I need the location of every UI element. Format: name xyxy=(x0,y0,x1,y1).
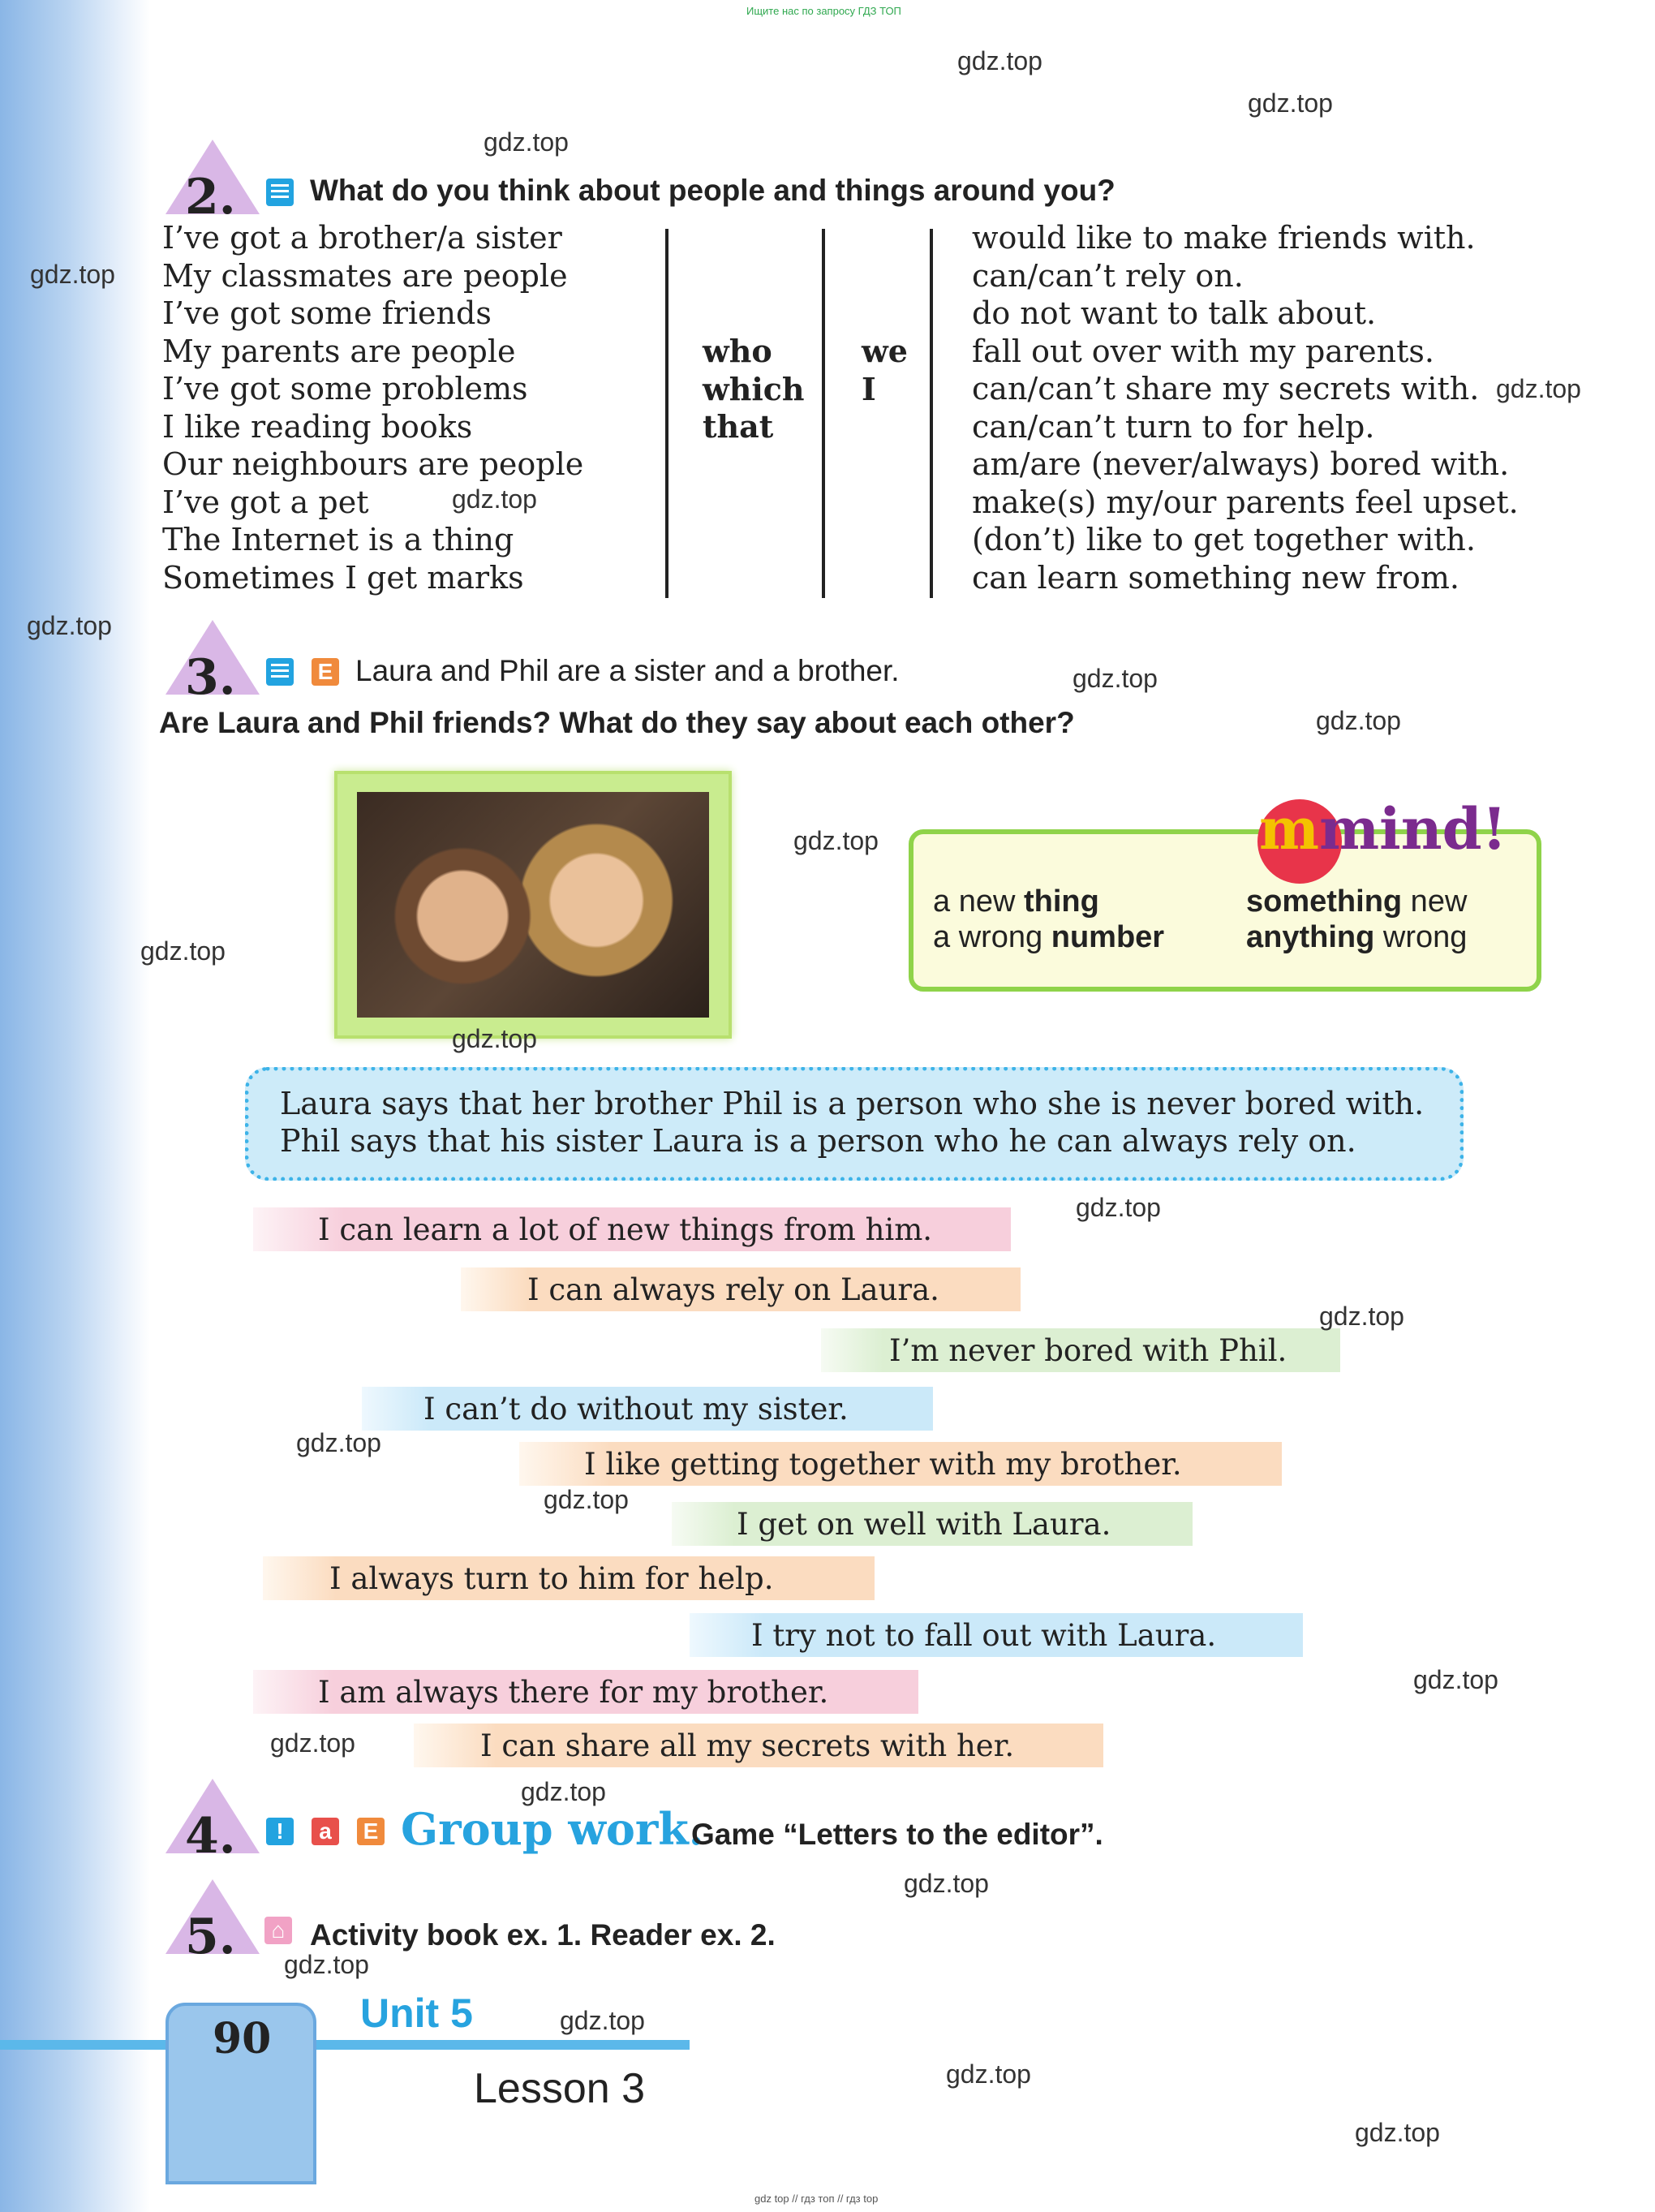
table-cell: I’ve got some friends xyxy=(162,295,492,331)
watermark: gdz.top xyxy=(544,1485,629,1514)
photo-laura-and-phil xyxy=(334,771,732,1039)
statement-strip: I’m never bored with Phil. xyxy=(821,1328,1340,1372)
exercise-2-column-4 xyxy=(972,219,1519,596)
table-cell: make(s) my/our parents feel upset. xyxy=(972,484,1519,520)
table-cell: I like reading books xyxy=(162,408,473,445)
table-cell: do not want to talk about. xyxy=(972,295,1377,331)
statement-strip: I can always rely on Laura. xyxy=(461,1267,1021,1311)
page-number: 90 xyxy=(213,2014,272,2064)
watermark: gdz.top xyxy=(284,1950,369,1979)
home-icon: ⌂ xyxy=(264,1917,292,1944)
lesson-label: Lesson 3 xyxy=(474,2065,646,2112)
watermark: gdz.top xyxy=(452,1024,537,1053)
watermark: gdz.top xyxy=(1319,1302,1404,1331)
bubble-line-1: Laura says that her brother Phil is a person who she is never bored with. xyxy=(280,1086,1425,1121)
exercise-2-heading: What do you think about people and things around you? xyxy=(310,174,1116,207)
table-cell: can/can’t share my secrets with. xyxy=(972,371,1480,407)
table-divider xyxy=(822,229,825,598)
table-divider xyxy=(930,229,933,598)
exercise-5-number: 5. xyxy=(162,1876,284,1965)
table-cell: fall out over with my parents. xyxy=(972,333,1434,369)
read-icon xyxy=(266,658,294,686)
statement-strip: I can’t do without my sister. xyxy=(362,1387,933,1431)
statement-strip: I like getting together with my brother. xyxy=(519,1442,1282,1486)
pair-work-icon: a xyxy=(312,1818,339,1845)
watermark: gdz.top xyxy=(296,1428,381,1457)
table-cell: I’ve got a pet xyxy=(162,484,369,520)
table-cell: we xyxy=(862,333,908,369)
exercise-2-column-3 xyxy=(862,333,908,408)
statement-strip: I can learn a lot of new things from him. xyxy=(253,1207,1011,1251)
table-cell: can learn something new from. xyxy=(972,559,1459,596)
watermark: gdz.top xyxy=(1076,1193,1161,1222)
mind-row-1-right: something new xyxy=(1246,884,1468,919)
mind-row-2-right: anything wrong xyxy=(1246,920,1468,954)
statement-strip: I always turn to him for help. xyxy=(263,1556,875,1600)
exercise-4-number: 4. xyxy=(162,1775,284,1865)
statement-strip: I try not to fall out with Laura. xyxy=(690,1613,1303,1657)
table-cell: which xyxy=(703,370,805,407)
footer-line xyxy=(0,2040,690,2050)
unit-label: Unit 5 xyxy=(360,1990,473,2036)
watermark: gdz.top xyxy=(270,1728,355,1758)
mind-logo: mmind! xyxy=(1259,795,1507,863)
table-cell: would like to make friends with. xyxy=(972,220,1476,256)
page-side-margin xyxy=(0,0,150,2212)
watermark: gdz.top xyxy=(946,2059,1031,2089)
watermark: gdz.top xyxy=(27,611,112,640)
group-work-title: Group work. xyxy=(401,1803,704,1855)
speak-icon: E xyxy=(312,658,339,686)
exercise-3-heading: Laura and Phil are a sister and a brother. xyxy=(355,654,900,687)
watermark: gdz.top xyxy=(1248,88,1333,118)
table-cell: Our neighbours are people xyxy=(162,446,584,482)
exercise-3-question: Are Laura and Phil friends? What do they say about each other? xyxy=(159,706,1075,739)
table-cell: My classmates are people xyxy=(162,257,568,294)
watermark: gdz.top xyxy=(1073,664,1158,693)
watermark: gdz.top xyxy=(30,260,115,289)
watermark: gdz.top xyxy=(560,2006,645,2035)
top-note: Ищите нас по запросу ГДЗ ТОП xyxy=(746,5,901,17)
table-cell: I’ve got a brother/a sister xyxy=(162,220,562,256)
watermark: gdz.top xyxy=(904,1869,989,1898)
statement-strip: I get on well with Laura. xyxy=(672,1502,1193,1546)
watermark: gdz.top xyxy=(957,46,1042,75)
exercise-2-column-2 xyxy=(703,333,805,446)
mind-logo-text: mind! xyxy=(1319,795,1507,863)
watermark: gdz.top xyxy=(521,1777,606,1806)
exercise-3-number: 3. xyxy=(162,617,284,706)
speak-icon: E xyxy=(357,1818,385,1845)
table-cell: I’ve got some problems xyxy=(162,371,528,407)
table-cell: Sometimes I get marks xyxy=(162,559,524,596)
table-cell: can/can’t rely on. xyxy=(972,257,1244,294)
exercise-2-column-1 xyxy=(162,219,583,596)
statement-strip: I can share all my secrets with her. xyxy=(414,1724,1103,1767)
bottom-note: gdz top // гдз топ // гдз top xyxy=(754,2193,879,2205)
mind-row-2-left: a wrong number xyxy=(933,920,1165,954)
watermark: gdz.top xyxy=(452,484,537,514)
bubble-line-2: Phil says that his sister Laura is a person who he can always rely on. xyxy=(280,1123,1356,1159)
table-cell: The Internet is a thing xyxy=(162,522,514,557)
watermark: gdz.top xyxy=(1496,374,1581,403)
exercise-5-text: Activity book ex. 1. Reader ex. 2. xyxy=(310,1918,776,1952)
watermark: gdz.top xyxy=(1355,2118,1440,2147)
table-cell: who xyxy=(703,333,772,369)
photo-image xyxy=(357,792,709,1018)
read-icon xyxy=(266,179,294,206)
table-cell: that xyxy=(703,408,774,445)
table-cell: am/are (never/always) bored with. xyxy=(972,446,1510,482)
table-cell: I xyxy=(862,370,876,407)
exercise-4-text: Game “Letters to the editor”. xyxy=(691,1818,1103,1851)
table-cell: (don’t) like to get together with. xyxy=(972,522,1476,557)
table-divider xyxy=(665,229,668,598)
table-cell: can/can’t turn to for help. xyxy=(972,408,1375,445)
watermark: gdz.top xyxy=(140,936,226,966)
watermark: gdz.top xyxy=(1316,706,1401,735)
watermark: gdz.top xyxy=(484,127,569,157)
watermark: gdz.top xyxy=(1413,1665,1498,1694)
watermark: gdz.top xyxy=(793,826,879,855)
exclamation-icon: ! xyxy=(266,1818,294,1845)
table-cell: My parents are people xyxy=(162,333,516,369)
statement-strip: I am always there for my brother. xyxy=(253,1670,918,1714)
mind-row-1-left: a new thing xyxy=(933,884,1099,919)
exercise-2-number: 2. xyxy=(162,136,284,226)
